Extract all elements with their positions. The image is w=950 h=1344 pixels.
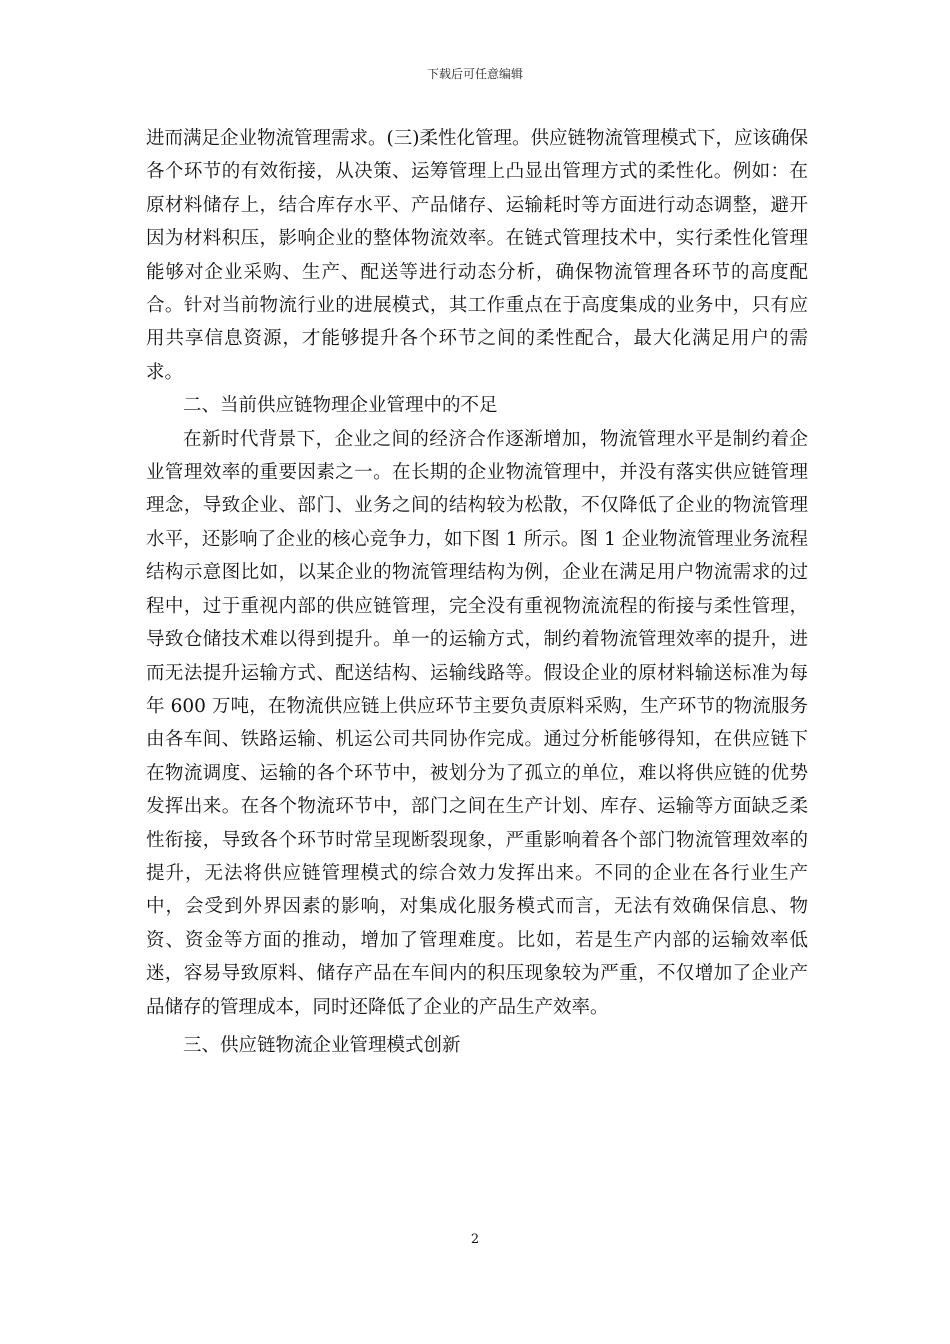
paragraph-continued: 进而满足企业物流管理需求。(三)柔性化管理。供应链物流管理模式下，应该确保各个环节的有效衔接，从决策、运筹管理上凸显出管理方式的柔性化。例如：在原材料储存上，结合库存水平、产品储存、运输耗时等方面进行动态调整，避开因为材料积压，影响企业的整体物流效率。在链式管理技术中，实行柔性化管理能够对企业采购、生产、配送等进行动态分析，确保物流管理各环节的高度配合。针对当前物流行业的进展模式，其工作重点在于高度集成的业务中，只有应用共享信息资源，才能够提升各个环节之间的柔性配合，最大化满足用户的需求。 (146, 128, 808, 383)
page-number: 2 (470, 1232, 480, 1247)
page-header: 下载后可任意编辑 (426, 67, 523, 81)
paragraph-section-2: 在新时代背景下，企业之间的经济合作逐渐增加，物流管理水平是制约着企业管理效率的重要因素之一。在长期的企业物流管理中，并没有落实供应链管理理念，导致企业、部门、业务之间的结构较为松散，不仅降低了企业的物流管理水平，还影响了企业的核心竞争力，如下图 1 所示。图 1 企业物流管理业务流程结构示意图比如，以某企业的物流管理结构为例，企业在满足用户物流需求的过程中，过于重视内部的供应链管理，完全没有重视物流流程的衔接与柔性管理，导致仓储技术难以得到提升。单一的运输方式，制约着物流管理效率的提升，进而无法提升运输方式、配送结构、运输线路等。假设企业的原材料输送标准为每年 600 万吨，在物流供应链上供应环节主要负责原料采购，生产环节的物流服务由各车间、铁路运输、机运公司共同协作完成。通过分析能够得知，在供应链下在物流调度、运输的各个环节中，被划分为了孤立的单位，难以将供应链的优势发挥出来。在各个物流环节中，部门之间在生产计划、库存、运输等方面缺乏柔性衔接，导致各个环节时常呈现断裂现象，严重影响着各个部门物流管理效率的提升，无法将供应链管理模式的综合效力发挥出来。不同的企业在各行业生产中，会受到外界因素的影响，对集成化服务模式而言，无法有效确保信息、物资、资金等方面的推动，增加了管理难度。比如，若是生产内部的运输效率低迷，容易导致原料、储存产品在车间内的积压现象较为严重，不仅增加了企业产品储存的管理成本，同时还降低了企业的产品生产效率。 (146, 428, 808, 1018)
section-heading-2: 二、当前供应链物理企业管理中的不足 (183, 395, 498, 417)
document-body (146, 122, 808, 1062)
section-heading-3: 三、供应链物流企业管理模式创新 (183, 1034, 461, 1056)
